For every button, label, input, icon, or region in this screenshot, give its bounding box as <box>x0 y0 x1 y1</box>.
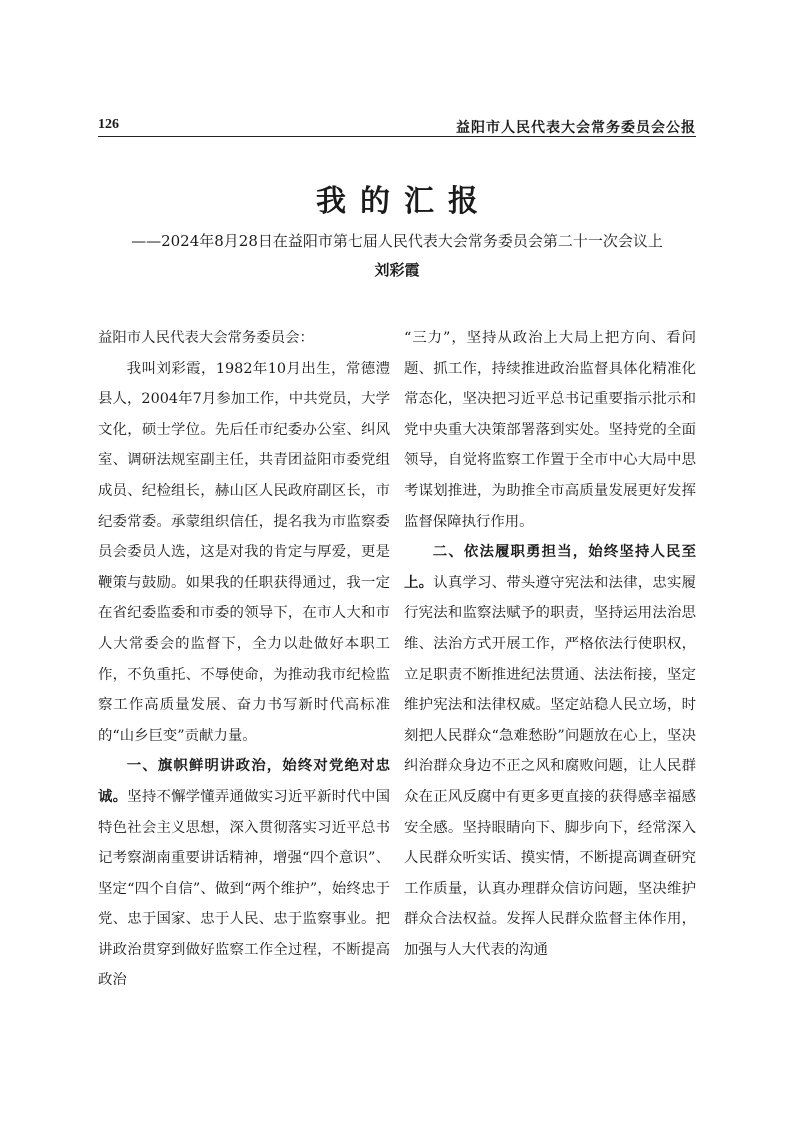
left-column <box>98 323 390 996</box>
article-author: 刘彩霞 <box>374 261 420 279</box>
page-header <box>98 114 696 138</box>
page-number: 126 <box>98 117 119 132</box>
right-column <box>404 323 696 965</box>
header-rule <box>98 136 696 137</box>
journal-title: 益阳市人民代表大会常务委员会公报 <box>456 120 696 136</box>
section-1-paragraph <box>98 751 390 996</box>
section-1-continued: “三力”，坚持从政治上大局上把方向、看问题、抓工作，持续推进政治监督具体化精准化常态化，坚决把习近平总书记重要指示批示和党中央重大决策部署落到实处。坚持党的全面领导，自觉将监察工作置于全市中心大局中思考谋划推进，为助推全市高质量发展更好发挥监督保障执行作用。 <box>404 330 696 530</box>
article-subtitle: ——2024年8月28日在益阳市第七届人民代表大会常务委员会第二十一次会议上 <box>131 232 663 250</box>
intro-paragraph: 我叫刘彩霞，1982年10月出生，常德澧县人，2004年7月参加工作，中共党员，大学文化，硕士学位。先后任市纪委办公室、纠风室、调研法规室副主任，共青团益阳市委党组成员、纪检组长，赫山区人民政府副区长，市纪委常委。承蒙组织信任，提名我为市监察委员会委员人选，这是对我的肯定与厚爱，更是鞭策与鼓励。如果我的任职获得通过，我一定在省纪委监委和市委的领导下，在市人大和市人大常委会的监督下，全力以赴做好本职工作，不负重托、不辱使命，为推动我市纪检监察工作高质量发展、奋力书写新时代高标准的“山乡巨变”贡献力量。 <box>98 360 390 744</box>
section-2-paragraph <box>404 537 696 965</box>
section-2-heading: 二、依法履职勇担当，始终坚持人民至上。 <box>404 544 696 591</box>
section-2-text: 认真学习、带头遵守宪法和法律，忠实履行宪法和监察法赋予的职责，坚持运用法治思维、法治方式开展工作，严格依法行使职权，立足职责不断推进纪法贯通、法法衔接，坚定维护宪法和法律权威。坚定站稳人民立场，时刻把人民群众“急难愁盼”问题放在心上，坚决纠治群众身边不正之风和腐败问题，让人民群众在正风反腐中有更多更直接的获得感幸福感安全感。坚持眼睛向下、脚步向下，经常深入人民群众听实话、摸实情，不断提高调查研究工作质量，认真办理群众信访问题，坚决维护群众合法权益。发挥人民群众监督主体作用，加强与人大代表的沟通 <box>404 574 696 958</box>
section-1-text: 坚持不懈学懂弄通做实习近平新时代中国特色社会主义思想，深入贯彻落实习近平总书记考察湖南重要讲话精神，增强“四个意识”、坚定“四个自信”、做到“两个维护”，始终忠于党、忠于国家、忠于人民、忠于监察事业。把讲政治贯穿到做好监察工作全过程，不断提高政治 <box>98 788 390 989</box>
article-title: 我的汇报 <box>316 184 492 219</box>
section-1-heading: 一、旗帜鲜明讲政治，始终对党绝对忠诚。 <box>98 758 390 805</box>
salutation: 益阳市人民代表大会常务委员会： <box>98 330 314 346</box>
